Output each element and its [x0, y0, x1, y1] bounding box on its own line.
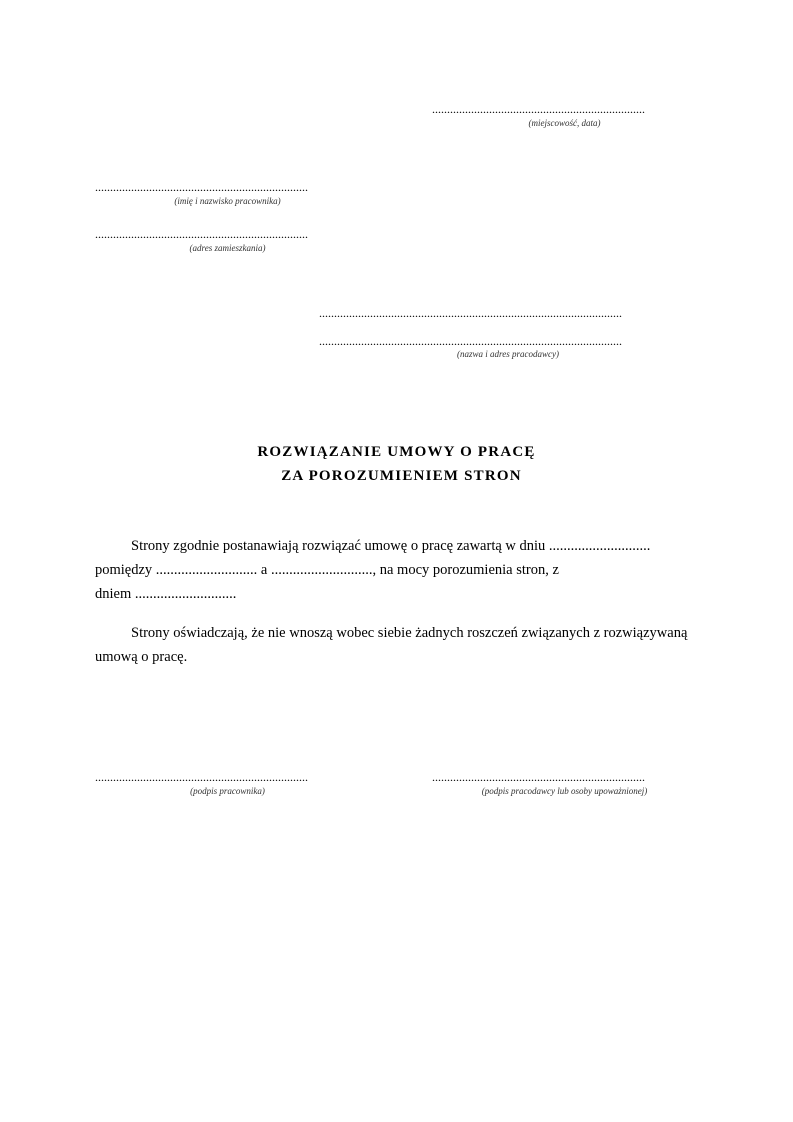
employer-line-2: ..................................................................................................... [319, 334, 622, 348]
paragraph-1-line-2: pomiędzy ............................ a ............................, na mocy porozumienia stron, z [95, 562, 559, 578]
employee-signature-line: ....................................................................... [95, 770, 308, 784]
paragraph-2-line-2: umową o pracę. [95, 649, 188, 665]
document-title-line-2: ZA POROZUMIENIEM STRON [281, 468, 522, 484]
employee-address-line: ....................................................................... [95, 227, 308, 241]
paragraph-1-line-3: dniem ............................ [95, 586, 237, 602]
place-date-line: ....................................................................... [432, 102, 645, 116]
employee-signature-caption: (podpis pracownika) [190, 786, 265, 796]
employee-name-line: ....................................................................... [95, 180, 308, 194]
paragraph-1-line-1: Strony zgodnie postanawiają rozwiązać umowę o pracę zawartą w dniu ............................ [131, 538, 651, 554]
employer-signature-line: ....................................................................... [432, 770, 645, 784]
employee-name-caption: (imię i nazwisko pracownika) [174, 196, 281, 206]
paragraph-2-line-1: Strony oświadczają, że nie wnoszą wobec siebie żadnych roszczeń związanych z rozwiązywaną [131, 625, 688, 641]
employer-caption: (nazwa i adres pracodawcy) [457, 349, 559, 359]
employer-line-1: ..................................................................................................... [319, 306, 622, 320]
employee-address-caption: (adres zamieszkania) [189, 243, 266, 253]
place-date-caption: (miejscowość, data) [528, 118, 601, 128]
document-title-line-1: ROZWIĄZANIE UMOWY O PRACĘ [257, 444, 536, 460]
employer-signature-caption: (podpis pracodawcy lub osoby upoważnionej) [481, 786, 648, 796]
